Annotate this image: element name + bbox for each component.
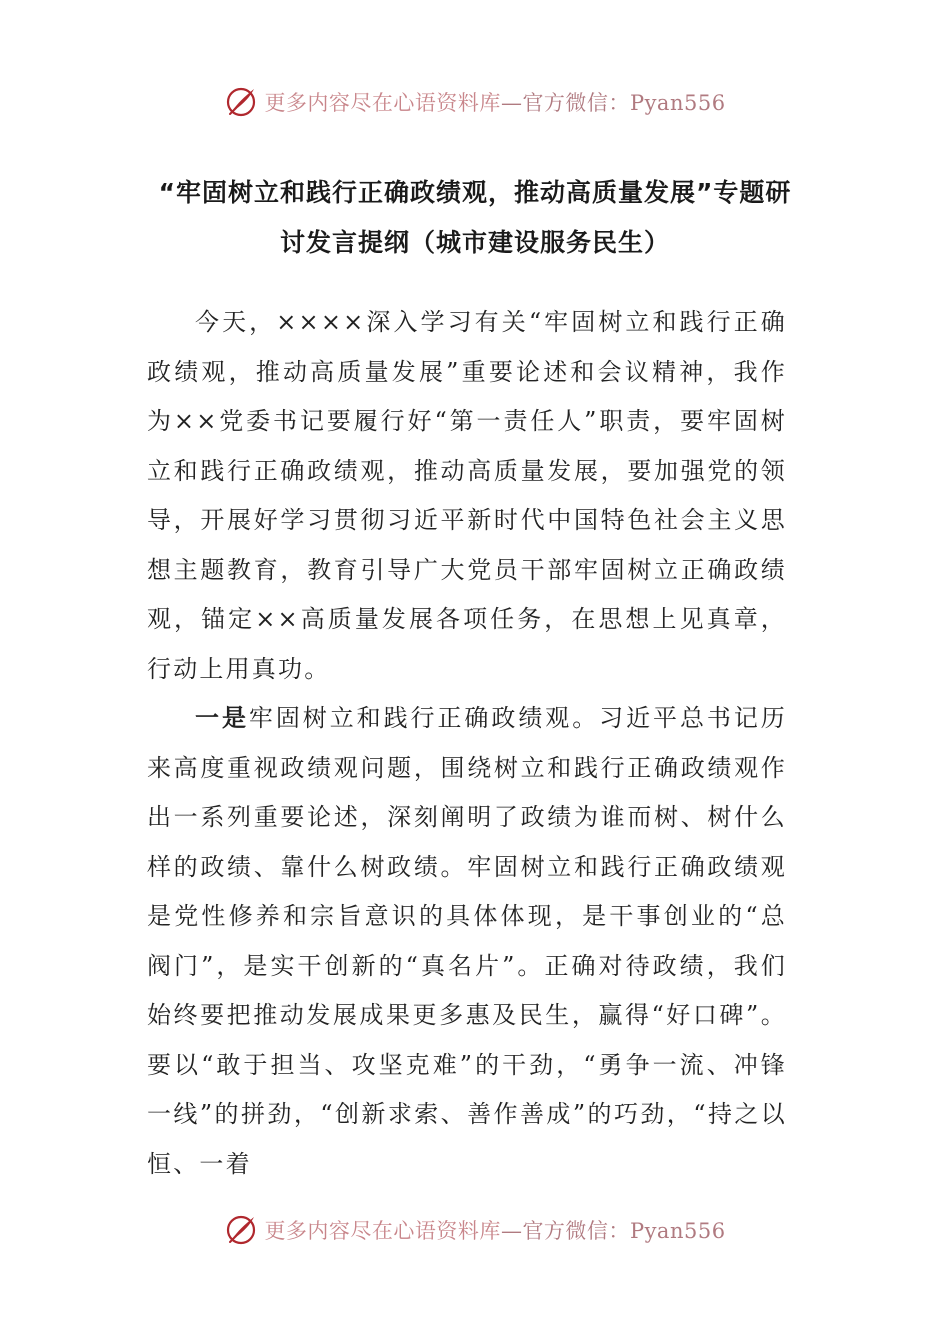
paragraph-intro: 今天，××××深入学习有关“牢固树立和践行正确政绩观，推动高质量发展”重要论述和会议精神，我作为××党委书记要履行好“第一责任人”职责，要牢固树立和践行正确政绩观，推动高质量发展，要加强党的领导，开展好学习贯彻习近平新时代中国特色社会主义思想主题教育，教育引导广大党员干部牢固树立正确政绩观，锚定××高质量发展各项任务，在思想上见真章，行动上用真功。 (147, 308, 787, 683)
title-line-1: “牢固树立和践行正确政绩观，推动高质量发展”专题研 (158, 178, 792, 207)
document-body (147, 298, 787, 1189)
quill-logo-icon (224, 85, 258, 119)
footer-banner (0, 1208, 950, 1252)
footer-banner-text (264, 1215, 725, 1245)
document-title (120, 168, 830, 268)
banner-main-text: 更多内容尽在心语资料库 (264, 91, 501, 115)
banner-dash: — (500, 91, 523, 115)
footer-contact-label: 官方微信： (522, 1219, 630, 1243)
banner-contact-label: 官方微信： (522, 91, 630, 115)
footer-main-text: 更多内容尽在心语资料库 (264, 1219, 501, 1243)
banner-contact-value: Pyan556 (629, 91, 726, 115)
banner-text (264, 87, 725, 117)
point-one-body: 牢固树立和践行正确政绩观。习近平总书记历来高度重视政绩观问题，围绕树立和践行正确政绩观作出一系列重要论述，深刻阐明了政绩为谁而树、树什么样的政绩、靠什么树政绩。牢固树立和践行正确政绩观是党性修养和宗旨意识的具体体现，是干事创业的“总阀门”，是实干创新的“真名片”。正确对待政绩，我们始终要把推动发展成果更多惠及民生，赢得“好口碑”。要以“敢于担当、攻坚克难”的干劲，“勇争一流、冲锋一线”的拼劲，“创新求索、善作善成”的巧劲，“持之以恒、一着 (147, 704, 787, 1178)
quill-logo-icon (224, 1213, 258, 1247)
footer-contact-value: Pyan556 (629, 1219, 726, 1243)
footer-dash: — (500, 1219, 523, 1243)
header-banner (0, 80, 950, 124)
title-line-2: 讨发言提纲（城市建设服务民生） (279, 228, 670, 257)
paragraph-point-one (147, 694, 787, 1189)
point-one-lead: 一是 (195, 704, 249, 732)
